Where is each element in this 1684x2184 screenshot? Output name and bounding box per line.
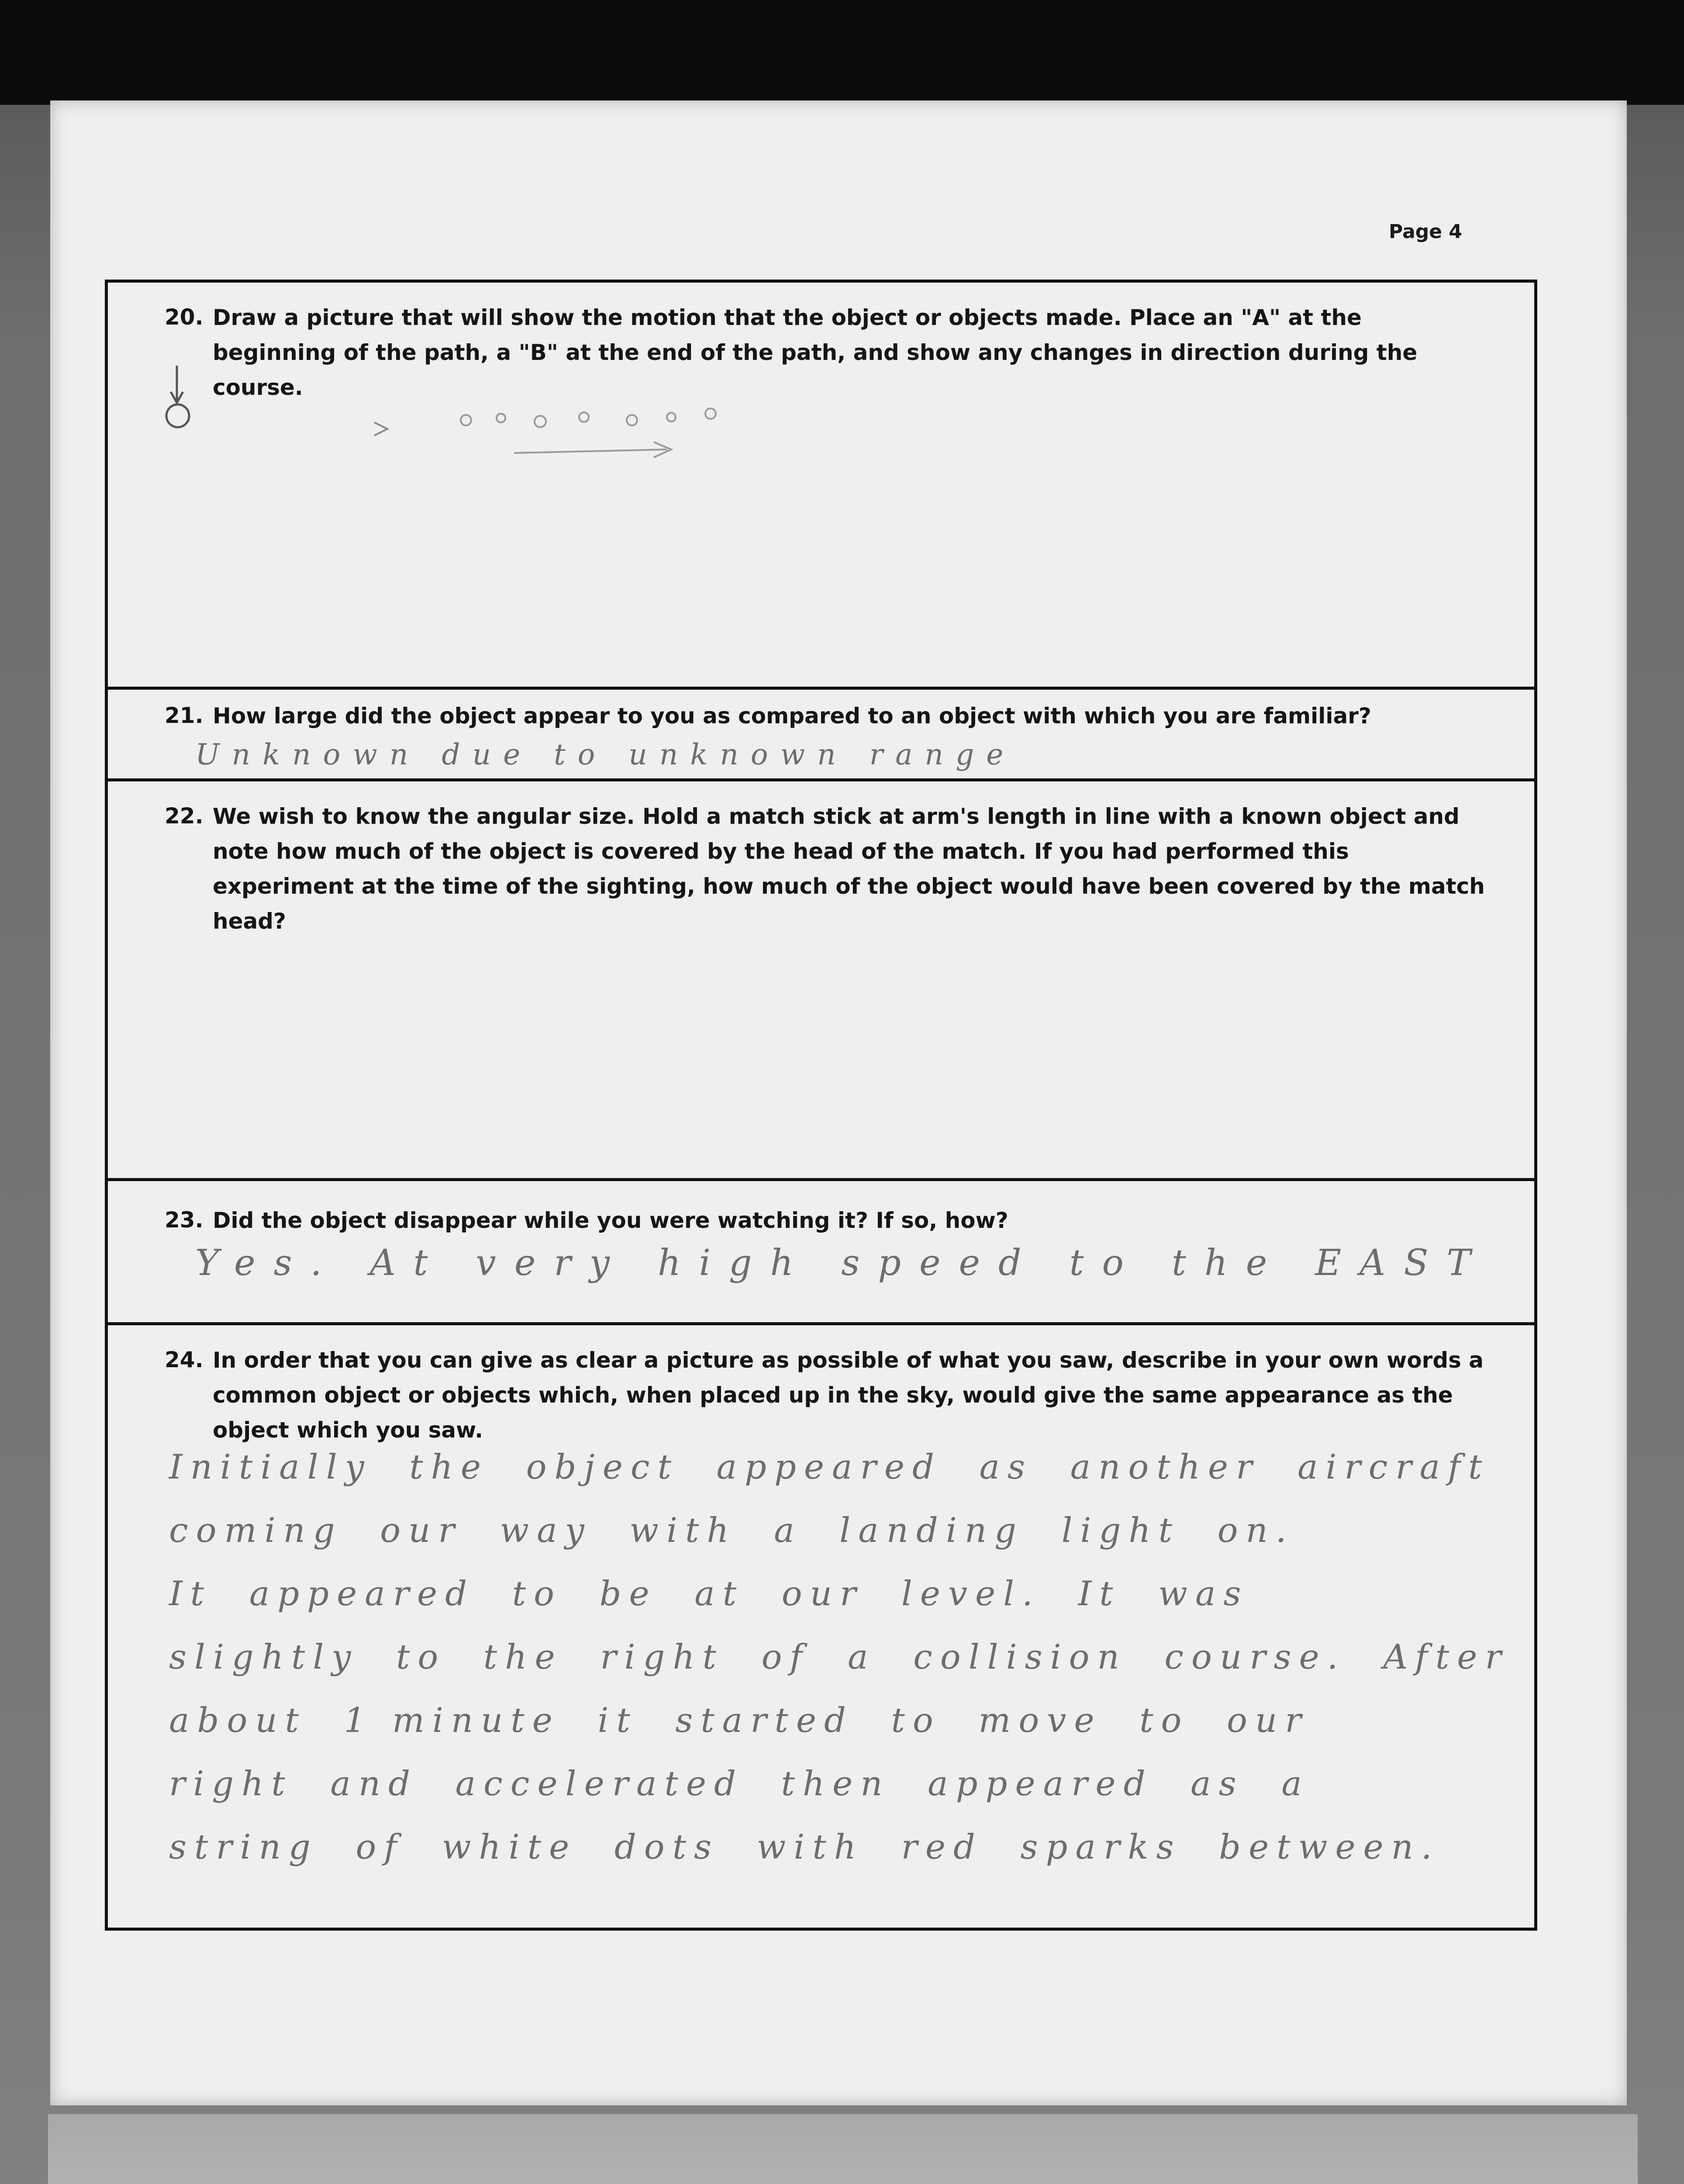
question-20-section: [108, 283, 1534, 687]
page-number: Page 4: [1389, 221, 1463, 243]
question-23-text: Did the object disappear while you were watching it? If so, how?: [213, 1208, 1008, 1233]
question-24-answer-line: It appeared to be at our level. It was: [169, 1574, 1249, 1614]
question-24-answer-line: coming our way with a landing light on.: [169, 1511, 1294, 1550]
question-24-answer-line: about 1 minute it started to move to our: [169, 1701, 1309, 1740]
question-24-answer-line: right and accelerated then appeared as a: [169, 1764, 1310, 1804]
motion-sketch: [165, 348, 820, 479]
question-23-section: [108, 1178, 1534, 1322]
questionnaire-form: [105, 280, 1537, 1931]
question-21-section: [108, 687, 1534, 778]
question-22-section: [108, 778, 1534, 1178]
question-23-number: 23.: [165, 1207, 204, 1233]
question-24-answer-line: slightly to the right of a collision course. After: [169, 1638, 1509, 1677]
question-21-answer: Unknown due to unknown range: [195, 738, 1016, 771]
question-24-section: [108, 1322, 1534, 1934]
question-24-answer-line: string of white dots with red sparks between.: [169, 1828, 1440, 1867]
question-20-number: 20.: [165, 304, 204, 330]
lower-backing-sheet: [48, 2114, 1638, 2184]
question-24-number: 24.: [165, 1347, 204, 1372]
question-23-answer: Yes. At very high speed to the EAST: [195, 1242, 1489, 1284]
question-20-text: Draw a picture that will show the motion that the object or objects made. Place an "A" at the beginning of the path, a "B" at the end of the path, and show any changes in direction during the course.: [213, 305, 1418, 400]
question-24-answer-line: Initially the object appeared as another aircraft: [169, 1448, 1490, 1487]
question-21-number: 21.: [165, 703, 204, 728]
question-22-number: 22.: [165, 803, 204, 829]
question-21-text: How large did the object appear to you as compared to an object with which you are familiar?: [213, 703, 1371, 729]
question-24-text: In order that you can give as clear a picture as possible of what you saw, describe in your own words a common object or objects which, when placed up in the sky, would give the same appearance as the object which you saw.: [213, 1348, 1484, 1443]
question-22-text: We wish to know the angular size. Hold a match stick at arm's length in line with a known object and note how much of the object is covered by the head of the match. If you had performed this experiment at the time of the sighting, how much of the object would have been covered by the match head?: [213, 804, 1485, 934]
